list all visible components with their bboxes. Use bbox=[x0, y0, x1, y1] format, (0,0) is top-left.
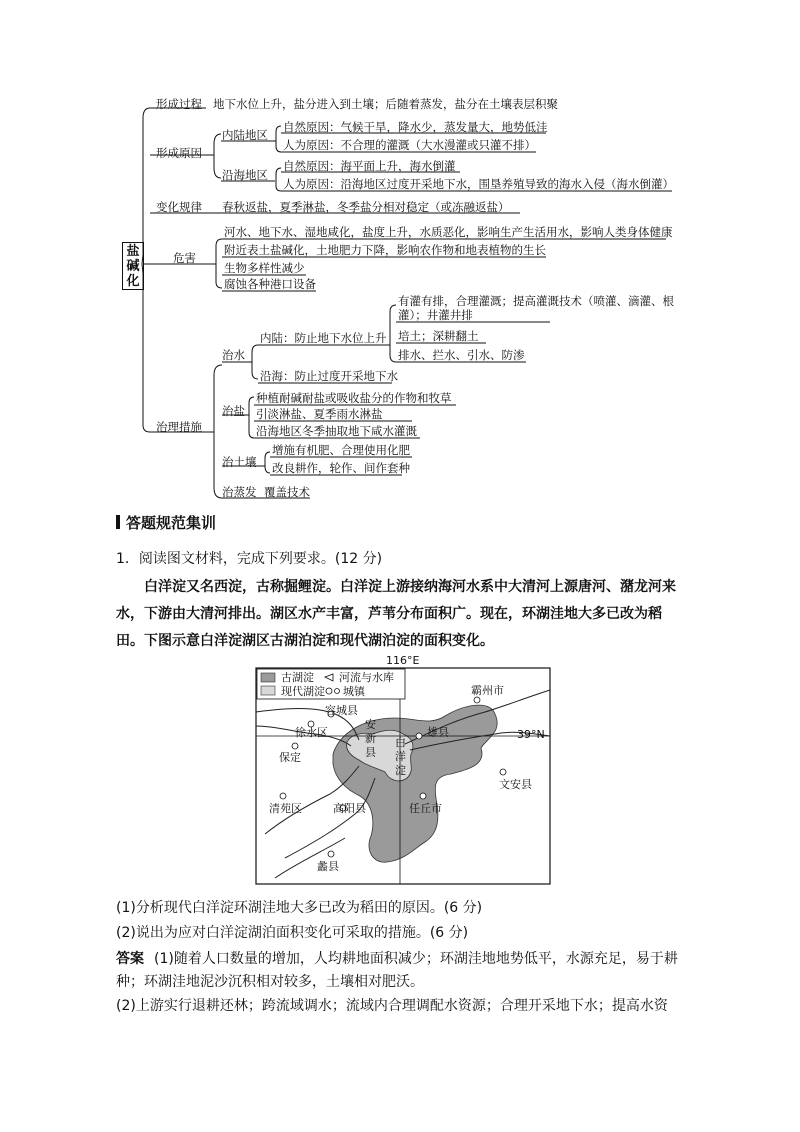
harm-item: 附近表土盐碱化，土地肥力下降，影响农作物和地表植物的生长 bbox=[224, 243, 546, 257]
legend-town-label: 城镇 bbox=[343, 685, 365, 698]
question-material: 白洋淀又名西淀，古称掘鲤淀。白洋淀上游接纳海河水系中大清河上源唐河、潴龙河来水，下游由大清河排出。湖区水产丰富，芦苇分布面积广。现在，环湖洼地大多已改为稻田。下图示意白洋淀湖区古湖泊淀和现代湖泊淀的面积变化。 bbox=[116, 579, 676, 649]
text-formation-process: 地下水位上升，盐分进入到土壤；后随着蒸发，盐分在土壤表层积聚 bbox=[213, 97, 558, 111]
label-bazhou: 霸州市 bbox=[471, 684, 504, 697]
salt-item: 引淡淋盐、夏季雨水淋盐 bbox=[256, 407, 383, 421]
legend-modern-swatch bbox=[261, 686, 275, 695]
sub-question-2: (2)说出为应对白洋淀湖泊面积变化可采取的措施。(6 分) bbox=[116, 925, 469, 941]
answer-1 bbox=[116, 948, 686, 994]
evap-text: 覆盖技术 bbox=[264, 485, 310, 499]
label-gaoyang: 高阳县 bbox=[333, 802, 366, 815]
legend-river-label: 河流与水库 bbox=[339, 671, 394, 684]
node-formation-process: 形成过程 bbox=[156, 97, 202, 111]
node-coastal: 沿海地区 bbox=[222, 168, 268, 182]
water-coastal: 沿海：防止过度开采地下水 bbox=[260, 369, 398, 383]
root-box bbox=[122, 242, 144, 290]
water-inland-item: 排水、拦水、引水、防渗 bbox=[398, 348, 525, 362]
harm-item: 腐蚀各种港口设备 bbox=[224, 277, 316, 291]
label-longitude: 116°E bbox=[386, 654, 420, 667]
answer-2: (2)上游实行退耕还林；跨流域调水；流域内合理调配水资源；合理开采地下水；提高水资 bbox=[116, 998, 668, 1014]
answer-label: 答案 bbox=[116, 951, 144, 967]
harm-item: 生物多样性减少 bbox=[224, 261, 305, 275]
water-inland-item: 培土；深耕翻土 bbox=[398, 329, 479, 343]
town-wenan bbox=[500, 769, 506, 775]
label-baiyang-1: 白 bbox=[395, 736, 406, 749]
node-governance: 治理措施 bbox=[156, 420, 202, 434]
node-harm: 危害 bbox=[173, 251, 196, 265]
node-salt: 治盐 bbox=[222, 404, 245, 418]
water-inland: 内陆：防止地下水位上升 bbox=[260, 331, 387, 345]
town-xiongxian bbox=[416, 733, 422, 739]
node-water: 治水 bbox=[222, 348, 245, 362]
question-stem: 1．阅读图文材料，完成下列要求。(12 分) bbox=[116, 551, 383, 567]
sub-question-1: (1)分析现代白洋淀环湖洼地大多已改为稻田的原因。(6 分) bbox=[116, 900, 483, 916]
label-baiyang-2: 洋 bbox=[395, 750, 406, 763]
answer-1-text: (1)随着人口数量的增加，人均耕地面积减少；环湖洼地地势低平，水源充足，易于耕种；环湖洼地泥沙沉积相对较多，土壤相对肥沃。 bbox=[116, 951, 678, 990]
label-rongcheng: 容城县 bbox=[325, 704, 358, 717]
salt-item: 沿海地区冬季抽取地下咸水灌溉 bbox=[256, 424, 417, 438]
node-inland: 内陆地区 bbox=[222, 128, 268, 142]
harm-item: 河水、地下水、湿地咸化，盐度上升，水质恶化，影响生产生活用水，影响人类身体健康 bbox=[224, 225, 673, 239]
water-inland-item: 灌）；井灌井排 bbox=[398, 308, 473, 322]
root-char-1: 盐 bbox=[126, 243, 140, 259]
label-anxin-1: 安 bbox=[365, 718, 376, 731]
town-qingyuan bbox=[280, 793, 286, 799]
node-change-pattern: 变化规律 bbox=[156, 200, 202, 214]
label-wenan: 文安县 bbox=[499, 778, 532, 791]
section-title-text: 答题规范集训 bbox=[126, 514, 217, 532]
coastal-natural: 自然原因：海平面上升，海水倒灌 bbox=[283, 159, 456, 173]
label-baoding: 保定 bbox=[279, 751, 301, 764]
section-title bbox=[116, 512, 216, 533]
water-inland-item: 有灌有排，合理灌溉；提高灌溉技术（喷灌、滴灌、根 bbox=[398, 294, 674, 308]
label-renqiu: 任丘市 bbox=[409, 802, 442, 815]
node-formation-cause: 形成原因 bbox=[156, 146, 202, 160]
legend-modern-label: 现代湖淀 bbox=[281, 685, 325, 698]
label-baiyang-3: 淀 bbox=[395, 764, 406, 777]
soil-item: 增施有机肥、合理使用化肥 bbox=[272, 443, 410, 457]
section-bar bbox=[116, 515, 120, 529]
label-anxin-2: 新 bbox=[365, 732, 376, 745]
inland-natural: 自然原因：气候干旱，降水少，蒸发量大，地势低洼 bbox=[283, 120, 548, 134]
node-evap: 治蒸发 bbox=[222, 485, 257, 499]
node-soil: 治土壤 bbox=[222, 455, 257, 469]
soil-item: 改良耕作，轮作、间作套种 bbox=[272, 461, 410, 475]
town-lixian bbox=[328, 851, 334, 857]
text-change-pattern: 春秋返盐，夏季淋盐，冬季盐分相对稳定（或冻融返盐） bbox=[222, 200, 510, 214]
label-latitude: 39°N bbox=[517, 728, 545, 741]
legend-ancient-label: 古湖淀 bbox=[281, 671, 314, 684]
inland-human: 人为原因：不合理的灌溉（大水漫灌或只灌不排） bbox=[283, 138, 536, 152]
label-xushui: 徐水区 bbox=[295, 726, 328, 739]
map-figure bbox=[255, 654, 555, 890]
label-xiongxian: 雄县 bbox=[427, 726, 449, 739]
root-char-3: 化 bbox=[126, 273, 140, 289]
label-qingyuan: 清苑区 bbox=[269, 802, 302, 815]
salt-item: 种植耐碱耐盐或吸收盐分的作物和牧草 bbox=[256, 391, 452, 405]
legend-ancient-swatch bbox=[261, 673, 275, 682]
root-char-2: 碱 bbox=[126, 258, 140, 274]
town-renqiu bbox=[420, 793, 426, 799]
label-anxin-3: 县 bbox=[365, 746, 376, 759]
label-lixian: 蠡县 bbox=[317, 860, 339, 873]
coastal-human: 人为原因：沿海地区过度开采地下水，围垦养殖导致的海水入侵（海水倒灌） bbox=[283, 177, 674, 191]
